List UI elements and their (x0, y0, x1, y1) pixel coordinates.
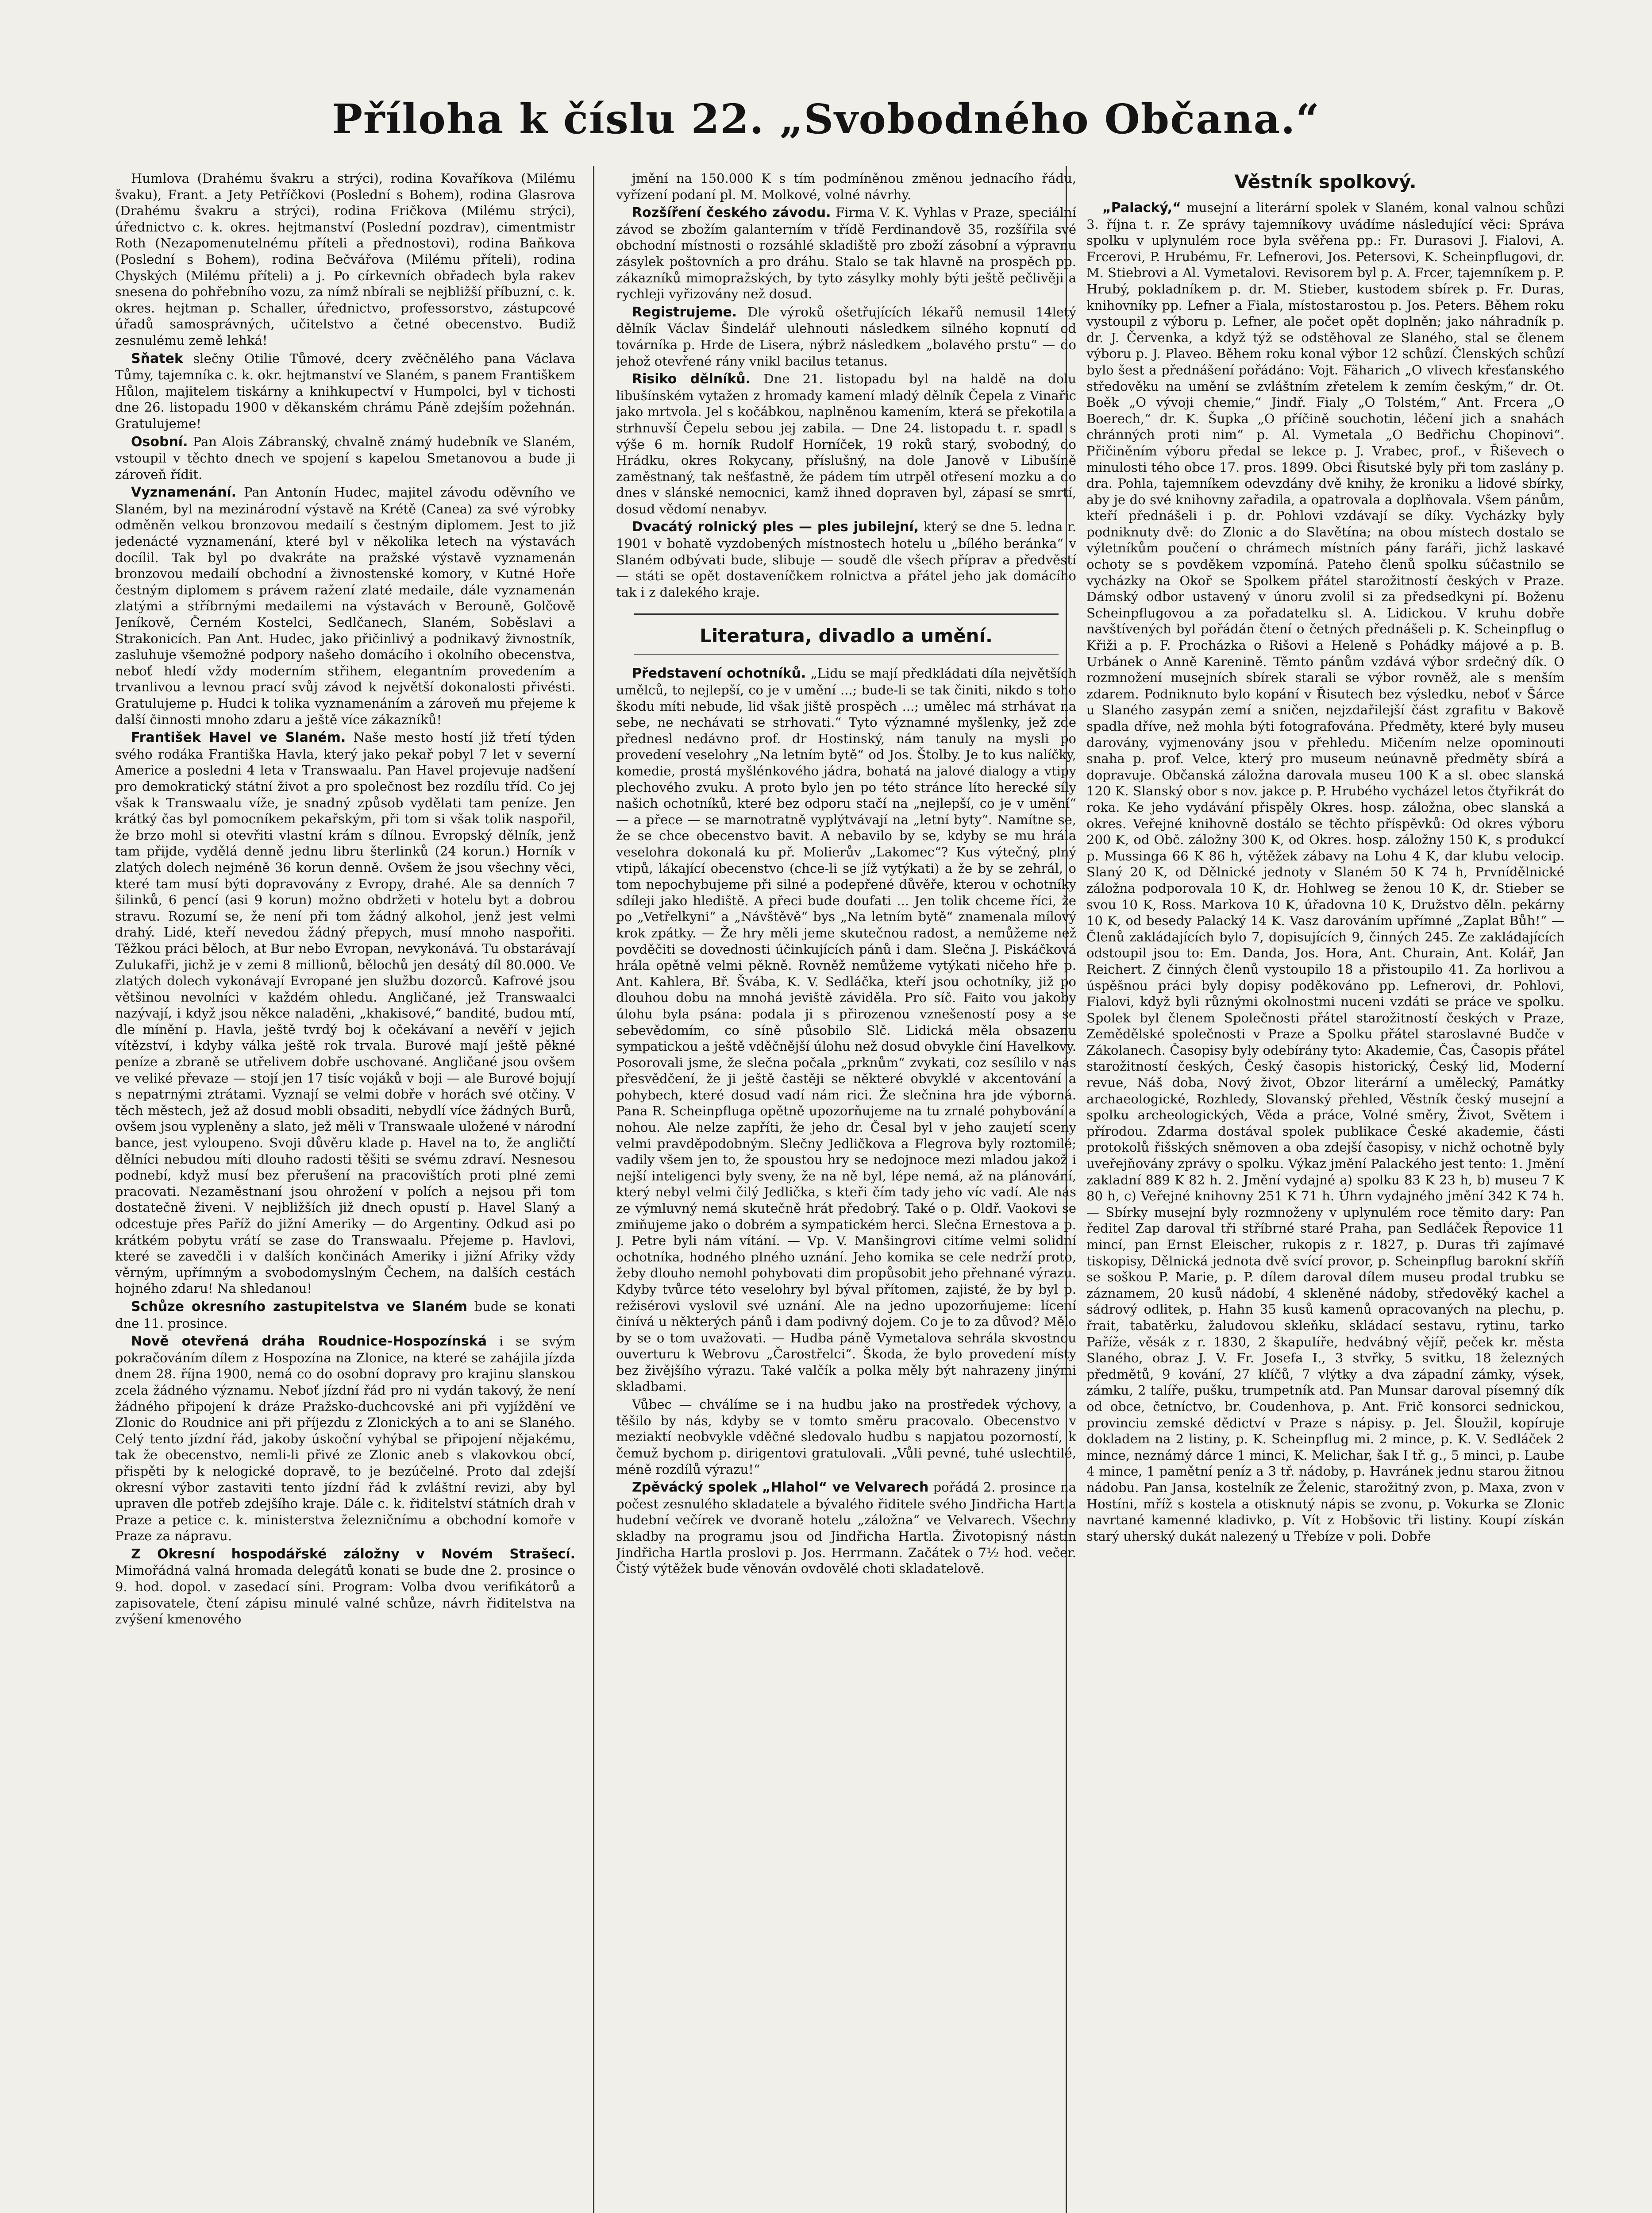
savings-bank-text: Mimořádná valná hromada delegátů konati se bude dne 2. prosince o 9. hod. dopol. v zasedací síni. Program: Volba dvou verifikátorů a zapisovatele, čtení zápisu minulé valné schůze, návrh řiditelstva na zvýšení kmenového (115, 1563, 575, 1627)
district-meeting-paragraph (115, 1299, 575, 1331)
register-heading: Registrujeme. (632, 304, 737, 320)
savings-bank-paragraph (115, 1546, 575, 1627)
business-text: Firma V. K. Vyhlas v Praze, speciální závod se zbožím galanterním v třídě Ferdinandově 35, rozšířila své obchodní místnosti o rozsáhlé skladiště pro zboží zásobní a výpravnu zásylek poštovních a pro dráhu. Stalo se tak hlavně na prospěch pp. zákazníků mimopražských, by tyto zásylky mohly býti ještě pečlivěji a rychleji vyřizovány než dosud. (616, 205, 1076, 302)
business-paragraph (616, 204, 1076, 302)
column-middle (616, 170, 1076, 2213)
personal-heading: Osobní. (131, 434, 188, 450)
choir-text: pořádá 2. prosince na počest zesnulého skladatele a bývalého řiditele svého Jindřicha Hartla hudební večírek ve dvoraně hotelu „záložna“ ve Velvarech. Všechny skladby na programu jsou od Jindřicha Hartla. Životopisný nástin Jindřicha Hartla proslovi p. Jos. Herrmann. Začátek o 7½ hod. večer. Čistý výtěžek bude věnován ovdovělé choti skladatelově. (616, 1480, 1076, 1577)
theatre-review-paragraph (616, 665, 1076, 1395)
page-title: Příloha k číslu 22. „Svobodného Občana.“ (331, 95, 1321, 143)
personal-paragraph (115, 434, 575, 483)
havel-heading: František Havel ve Slaném. (131, 730, 346, 746)
personal-text: Pan Alois Zábranský, chvalně známý hudebník ve Slaném, vstoupil v těchto dnech ve spojení s kapelou Smetanovou a bude ji zároveň řídit. (115, 434, 575, 482)
workers-risk-heading: Risiko dělníků. (632, 371, 751, 387)
ball-heading: Dvacátý rolnický ples — ples jubilejní, (632, 519, 919, 535)
register-text: Dle výroků ošetřujících lékařů nemusil 14letý dělník Václav Šindelář ulehnouti následkem silného kopnutí od továrníka p. Hrde de Lisera, nýbrž následkem „bolavého prstu“ — do jehož otevřené rány vnikl bacilus tetanus. (616, 304, 1076, 369)
railway-paragraph (115, 1333, 575, 1544)
section-heading-societies: Věstník spolkový. (1234, 171, 1417, 193)
railway-text: i se svým pokračováním dílem z Hospozína na Zlonice, na které se zahájila jízda dnem 28. října 1900, nemá co do osobní dopravy pro krajinu slanskou zcela žádného významu. Neboť jízdní řád pro ni vydán takový, že není žádného připojení k dráze Pražsko-duchcovské ani při vyjíždění ve Zlonic do Roudnice ani při příjezdu z Zlonických a to ani se Slaného. Celý tento jízdní řád, jakoby úskoční vyhýbal se připojení nějakému, tak že obecenstvo, nemli-li přivé ze Zlonic aneb s vlakovkou obcí, přispěti by k nelogické dopravě, to je bezúčelné. Proto dal zdejší okresní výbor zastaviti tento jízdní řád k zvláštní revizi, aby byl upraven dle potřeb zdejšího kraje. Dále c. k. řiditelství státních drah v Praze a petice c. k. ministerstva železničnímu a obchodní komoře v Praze za nápravu. (115, 1334, 575, 1544)
ball-text: který se dne 5. ledna r. 1901 v bohatě vyzdobených místnostech hotelu u „bílého beránka“ v Slaném odbývati bude, slibuje — soudě dle všech příprav a předvěstí — státi se opět dostaveníčkem rolnictva a přátel jeho jak domácího tak i z dalekého kraje. (616, 519, 1076, 600)
palacky-society-text: musejní a literární spolek v Slaném, konal valnou schůzi 3. října t. r. Ze správy tajemníkovy uvádíme následující věci: Správa spolku v uplynulém roce byla svěřena pp.: Fr. Durasovi J. Fialovi, A. Frcerovi, P. Hrubému, Fr. Lefnerovi, Jos. Petersovi, K. Scheinpflugovi, dr. M. Stiebrovi a Al. Vymetalovi. Revisorem byl p. A. Frcer, tajemníkem p. P. Hrubý, pokladníkem p. dr. M. Stieber, kustodem sbírek p. Fr. Duras, knihovníky pp. Lefner a Fiala, místostarostou p. Jos. Peters. Během roku vystoupil z výboru p. Lefner, ale počet opět doplněn; jako náhradník p. dr. J. Červenka, a když týž se odstěhoval ze Slaného, stal se členem výboru p. J. Plaveo. Během roku konal výbor 12 schůzí. Členských schůzí bylo šest a přednášení pořádáno: Vojt. Fäharich „O vlivech křesťanského středověku na umění se zvláštním zřetelem k zemím českým,“ dr. Ot. Boěk „O vývoji chemie,“ Jindř. Fialy „O Tolstém,“ Ant. Frcera „O Boerech,“ dr. K. Šupka „O příčině souchotin, léčení jich a snahách chránných proti nim“ p. Al. Vymetala „O Bedřichu Chopinovi“. Přičiněním výboru předal se lekce p. J. Vrabec, prof., v Řiševech o minulosti tého obce 17. pros. 1899. Obci Řisutské byly při tom zaslány p. dra. Pohla, tajemníkem odevzdány dvě knihy, že kroniku a lidové sbírky, aby je do své knihovny zařadila, a opatrovala a doplňovala. Všem pánům, kteří přednášeli i p. dr. Pohlovi vzdávají se díky. Vycházky byly podniknuty dvě: do Zlonic a do Slavětína; na obou místech dostalo se výletníkům poučení o chrámech místních pány faráři, jichž laskavé ochoty se s povděkem vzpomíná. Pateho členů spolku súčastnilo se vycházky na Okoř se Spolkem přátel starožitností českých v Praze. Dámský odbor ustavený v únoru zvolil si za předsedkyni pí. Boženu Scheinpflugovou a za pořadatelku sl. A. Lidickou. V kruhu dobře navštívených byl pořádán čtení o četných přednášeli p. K. Scheinpflug o Křiži a p. F. Procházka o Rišovi a Heleně s Pohádky májové a p. B. Urbánek o Anně Karenině. Těmto pánům vzdává výbor srdečný dík. O rozmnožení musejních sbírek starali se výbor rovněž, ale s menším zdarem. Podniknuto bylo kopání v Řisutech bez výsledku, neboť v Šárce u Slaného zasypán zemí a sničen, nejzdařilejší část zgrafitu v Bakově spadla dříve, než mohla býti fotografována. Předměty, které byly museu darovány, vyjmenovány jsou v přehledu. Mičením nelze opominouti snaha p. prof. Velce, který pro museum neúnavně předměty sbírá a dopravuje. Občanská záložna darovala museu 100 K a sl. obec slanská 120 K. Slanský obor s nov. jakce p. P. Hrubého vycházel letos čtyřikrát do roka. Ke jeho vydávání přispěly Okres. hosp. záložna, obec slanská a okres. Veřejné knihovně dostálo se těchto příspěvků: Od okres výboru 200 K, od Obč. záložny 300 K, od Okres. hosp. záložny 150 K, s produkcí p. Mussinga 66 K 86 h, výtěžek zábavy na Lohu 4 K, dar klubu velocip. Slaný 20 K, od Dělnické jednoty v Slaném 50 K 74 h, Prvnídělnické záložna podporovala 10 K, dr. Hohlweg se ženou 10 K, dr. Stieber se svou 10 K, Ross. Markova 10 K, úřadovna 10 K, Družstvo děln. pekárny 10 K, od besedy Palacký 14 K. Vasz darováním upřímné „Zaplat Bůh!“ — Členů zakládajících bylo 7, dopisujících 9, činných 245. Ze zakládajících odstoupil jsou to: Em. Danda, Jos. Hora, Ant. Churain, Ant. Kolář, Jan Reichert. Z činných členů vystoupilo 18 a přistoupilo 41. Za horlivou a úspěšnou práci byly dopisy poděkováno pp. Lefnerovi, dr. Pohlovi, Fialovi, když byli různými okolnostmi nuceni vzdáti se práce ve spolku. Spolek byl členem Společnosti přátel starožitností českých v Praze, Zemědělské společnosti v Praze a Spolku přátel staroslavné Budče v Zákolanech. Časopisy byly odebírány tyto: Akademie, Čas, Časopis přátel starožitností českých, Český časopis historický, Český lid, Moderní revue, Náš doba, Nový život, Obzor literární a umělecký, Památky archaeologické, Rozhledy, Slovanský přehled, Věstník český musejní a spolku archeologických, Věda a práce, Volné směry, Život, Světem i přírodou. Zdarma dostával spolek publikace České akademie, části protokolů řišských sněmoven a oba zdejší časopisy, v nichž ochotně byly uveřejňovány zprávy o spolku. Výkaz jmění Palackého jest tento: 1. Jmění zakladní 889 K 82 h. 2. Jmění vydajné a) spolku 83 K 23 h, b) museu 7 K 80 h, c) Veřejné knihovny 251 K 71 h. Úhrn vydajného jmění 342 K 74 h. — Sbírky musejní byly rozmnoženy v uplynulém roce těmito dary: Pan ředitel Zap daroval tři stříbrné staré Praha, pan Sedláček Řepovice 11 mincí, pan Ernst Eleischer, rukopis z r. 1827, p. Duras tři zajímavé tiskopisy, Dělnická jednota dvě svící provor, p. Scheinpflug barokní skříň se soškou P. Marie, p. P. dílem daroval dílem museu prodal trubku se záznamem, 20 kusů nádobí, 4 skleněné nádoby, středověký kachel a sádrový odlitek, p. Hahn 35 kusů kamenů opracovaných na plechu, p. řrait, tabatěrku, žaludovou skleňku, skládací sestavu, rytinu, tarko Paříže, věsák z r. 1830, 2 škapulíře, hedvábný vějíř, peček kr. města Slaného, obraz J. V. Fr. Josefa I., 3 stvřky, 5 svitku, 18 železných předmětů, 9 kování, 27 klíčů, 7 vlýtky a dva západní zámky, výsek, zámku, 2 talíře, pušku, trumpetník atd. Pan Munsar daroval písemný dík od obce, četníctvo, br. Coudenhova, p. Ant. Frič konsorci sednickou, provinciu zemské dědictví v Praze s nápisy. p. Jel. Šloužil, kopíruje dokladem na 2 listiny, p. K. Scheinpflug mi. 2 mince, p. K. V. Sedláček 2 mince, neznámý dárce 1 minci, K. Melichar, šak I tř. g., 5 minci, p. Laube 4 mince, 1 pamětní peníz a 3 tř. nádoby, p. Havránek jednu starou žitnou nádobu. Pan Jansa, kostelník ze Želenic, starožitný zvon, p. Maxa, zvon v Hostíni, mříž s kostela a otisknutý nápis se zvonu, p. Vokurka se Zlonic navrtané kamenné kladivko, p. Vít z Hobšovic tři listiny. Koupí získán starý uherský dukát nalezený u Třebíze v poli. Dobře (1086, 200, 1564, 1544)
wedding-heading: Sňatek (131, 351, 183, 366)
wedding-text: slečny Otilie Tůmové, dcery zvěčnělého pana Václava Tůmy, tajemníka c. k. okr. hejtmanství ve Slaném, s panem Františkem Hůlon, majitelem tiskárny a knihkupectví v Humpolci, byl v tichosti dne 26. listopadu 1900 v děkanském chrámu Páně zdejším požehnán. Gratulujeme! (115, 351, 575, 431)
funeral-wreaths-paragraph: Humlova (Drahému švakru a strýci), rodina Kovaříkova (Milému švaku), Frant. a Jety Petříčkovi (Poslední s Bohem), rodina Glasrova (Drahému švakru a strýci), rodina Fričkova (Milému strýci), úřednictvo c. k. okres. hejtmanství (Poslední pozdrav), cimentmistr Roth (Nezapomenutelnému příteli a přednostovi), rodina Baňkova (Poslední s Bohem), rodina Bečvářova (Milému příteli), rodina Chyských (Milému příteli) a j. Po církevních obřadech byla rakev snesena do pohřebního vozu, za nímž nbírali se nejbližší příbuzní, c. k. okres. hejtman p. Schaller, úřednictvo, professorstvo, zástupcové úřadů samosprávných, učitelstvo a četné obecenstvo. Budiž zesnulému země lehká! (115, 171, 575, 348)
music-paragraph: Vůbec — chválíme se i na hudbu jako na prostředek výchovy, a těšilo by nás, kdyby se v tomto směru pracovalo. Obecenstvo v meziaktí neobvykle vděčné sledovalo hudbu s napjatou pozorností, k čemuž bychom p. dirigentovi gratulovali. „Vůli pevné, tuhé uslechtilé, méně rozdílů výrazu!“ (616, 1397, 1076, 1477)
ball-paragraph (616, 519, 1076, 600)
award-paragraph (115, 484, 575, 728)
railway-heading: Nově otevřená dráha Roudnice-Hospozínská (131, 1334, 487, 1349)
award-heading: Vyznamenání. (131, 485, 237, 501)
district-meeting-text: bude se konati dne 11. prosince. (115, 1299, 575, 1331)
theatre-review-heading: Představení ochotníků. (632, 666, 806, 682)
choir-heading: Zpěvácký spolek „Hlahol“ ve Velvarech (632, 1480, 929, 1496)
business-heading: Rozšíření českého závodu. (632, 205, 831, 221)
section-divider (634, 613, 1059, 615)
column-left (115, 170, 575, 2213)
workers-risk-paragraph (616, 371, 1076, 517)
register-paragraph (616, 304, 1076, 369)
wedding-paragraph (115, 351, 575, 432)
havel-paragraph (115, 729, 575, 1297)
theatre-review-text: „Lidu se mají předkládati díla největších umělců, to nejlepší, co je v umění ...; bude-li se tak činiti, nikdo s toho škodu míti nebude, lid však jiště prospěch ...; umělec má strhávat na sebe, ne nechávati se strhovati.“ Tyto významné myšlenky, jež zde přednesl nedávno prof. dr Hostinský, nám tanuly na mysli po provedení veselohry „Na letním bytě“ od Jos. Štolby. Je to kus nalíčky, komedie, prostá myšlénkového jádra, bohatá na jalové dialogy a vtipy plechového zvuku. A proto bylo jen po této stránce líto herecké síly našich ochotníků, které bez odporu stačí na „nejlepší, co je v umění“ — a přece — se marnotratně vyplýtvávají na „letní byty“. Namítne se, že se chce obecenstvo bavit. A nebavilo by se, kdyby se mu hrála veselohra dokonalá ku př. Molierův „Lakomec“? Kus výtečný, plný vtipů, lákající obecenstvo (chce-li se jíž vytýkati) a že by se zehrál, o tom nepochybujeme při silné a podepřené důvěře, kterou v ochotníky sdíleji jako hlediště. A přeci bude doufati ... Jen tolik chceme říci, že po „Vetřelkyni“ a „Návštěvě“ bys „Na letním bytě“ znamenala mílový krok zpátky. — Že hry měli jeme skutečnou radost, a nemůžeme než povděčiti se dovednosti účinkujících pánů i dam. Slečna J. Piskáčková hrála opětně velmi pěkně. Rovněž nemůžeme vytýkati ničeho hře p. Ant. Kahlera, Bř. Švába, K. V. Sedláčka, kteří jsou ochotníky, již po dlouhou dobu na mnohá jeviště záviděla. Pro síč. Faito vou jakoby úlohu byla psána: podala ji s přirozenou vznešeností posy a se sebevědomím, co síně působilo Slč. Lidická měla obsazenu sympatickou a ještě vděčnější úlohu než dosud obvykle činí Havelkovy. Posorovali jsme, že slečna počala „prknům“ zvykati, coz sesílilo v nás přesvědčení, že ji ještě častěji se některé obvyklé v akcentování a pohybech, které dosud vadí nám rici. Že slečnina hra jde výborná. Pana R. Scheinpfluga opětně upozorňujeme na tu zrnalé pohybování a nohou. Ale nelze zapříti, že jeho dr. Česal byl v jeho zaujetí sceny velmi pravděpodobným. Slečny Jedličkova a Flegrova byly roztomilé; vadily všem jen to, že spoustou hry se nedojnoce mezi mladou jakož i nejší inteligenci byly sveny, že na ně byl, lépe nemá, až na plánování, který nebyl velmi čilý Jedlička, s kteři čím tady jeho víc vadí. Ale nás ze výmluvný nemá skutečně hrát předobrý. Také o p. Oldř. Vaokovi se zmiňujeme jako o dobrém a sympatickém herci. Slečna Ernestova a p. J. Petre byli nám vítání. — Vp. V. Manšingrovi citíme velmi solidní ochotníka, hodného plného uznání. Jeho komika se cele nedrží proto, žeby dlouho nemohl pohybovati dim propůsobit jeho přehnané výrazu. Kdyby tvůrce této veselohry byl býval přítomen, zajisté, že by byl p. režisérovi vyslovil své uznání. Ale na jedno upozorňujeme: lícení činívá u některých pánů i dam podivný dojem. Co je to za důvod? Mělo by se o tom uvažovati. — Hudba páně Vymetalova sehrála skvostnou ouverturu k Webrovu „Čarostřelci“. Škoda, že bylo provedení místy bez živějšího výrazu. Také valčík a polka měly být nahrazeny jinými skladbami. (616, 666, 1076, 1394)
palacky-society-paragraph (1086, 200, 1564, 1544)
section-divider (634, 654, 1059, 655)
choir-paragraph (616, 1479, 1076, 1577)
workers-risk-text: Dne 21. listopadu byl na haldě na dolu libušínském vytažen z hromady kamení mladý dělník Čepela z Vinařic jako mrtvola. Jel s kočábkou, naplněnou kamením, která se překotila a strhnuvší Čepelu sebou jej zabila. — Dne 24. listopadu t. r. spadl s výše 6 m. horník Rudolf Horníček, 19 roků starý, svobodný, do Hrádku, okres Rokycany, příslušný, na dole Janově v Libušíně zaměstnaný, tak nešťastně, že pádem tím utrpěl otřesení mozku a do dnes v slánské nemocnici, kamž ihned dopraven byl, zápasí se smrtí, dosud vědomí nenabyv. (616, 371, 1076, 517)
award-text: Pan Antonín Hudec, majitel závodu oděvního ve Slaném, byl na mezinárodní výstavě na Krétě (Canea) za své výrobky odměněn velkou bronzovou medailí s čestným diplomem. Jest to již jedenácté vyznamenání, které byl v několika letech na výstavách docílil. Tak byl po dvakráte na pražské výstavě vyznamenán bronzovou medailí obchodní a živnostenské komory, v Kutné Hoře čestným diplomem s právem ražení zlaté medaile, dále vyznamenán zlatými a stříbrnými medailemi na výstavách v Berouně, Golčově Jeníkově, Černém Kostelci, Sedlčanech, Slaném, Soběslavi a Strakonicích. Pan Ant. Hudec, jako přičinlivý a podnikavý živnostník, zasluhuje všemožné podpory našeho domácího i okolního obecenstva, neboť hledí vždy moderním střihem, elegantním provedením a trvanlivou a levnou prací svůj závod k největší dokonalosti přivésti. Gratulujeme p. Hudci k tolika vyznamenáním a zároveň mu přejeme k další činnosti mnoho zdaru a ještě více zákazníků! (115, 485, 575, 727)
column-divider (593, 166, 594, 2213)
havel-text: Naše mesto hostí již třetí týden svého rodáka Františka Havla, který jako pekař pobyl 7 let v severní Americe a posledni 4 leta v Transwaalu. Pan Havel projevuje nadšení pro demokratický státní život a pro společnost bez rozdílu tříd. Co jej však k Transwaalu víže, je snadný způsob vydělati tam peníze. Jen krátký čas byl pomocníkem pekařským, při tom si však tolik naspořil, že brzo mohl si otevřiti vlastní krám s dílnou. Evropský dělník, jenž tam přijde, vydělá denně jednu libru šterlinků (24 korun.) Horník v zlatých dolech nejméně 36 korun denně. Ovšem že jsou všechny věci, které tam musí býti dopravovány z Evropy, drahé. Ale sa denních 7 šilinků, 6 pencí (asi 9 korun) možno obdržeti v hotelu byt a dobrou stravu. Rozumí se, že není při tom žádný alkohol, jenž jest velmi drahý. Lidé, kteří nevedou žádný přepych, musí mnoho naspořiti. Těžkou práci běloch, at Bur nebo Evropan, nevykonává. Tu obstarávají Zulukafři, jichž je v zemi 8 millionů, bělochů jen desátý díl 80.000. Ve zlatých dolech vykonávají Evropané jen službu dozorců. Kafrové jsou většinou nevolníci v každém ohledu. Angličané, jež Transwaalci nazývají, i když jsou někce naladěni, „khakisové,“ bandité, budou mtí, dle mínění p. Havla, ještě tvrdý boj k očekávaní a nevěří v jejich vítězství, i kdyby válka ještě rok trvala. Burové mají ještě pěkné peníze a zbraně se utřelivem dobře uschované. Angličané jsou ovšem ve veliké převaze — stojí jen 17 tisíc vojáků v boji — ale Burové bojují s nepatrnými ztrátami. Vyznají se velmi dobře v horách své otčiny. V těch městech, jež až dosud mobli obsaditi, nebydlí více žádných Burů, ovšem jsou vypleněny a slato, jež měli v Transwaale uložené v národní bance, jest vyloupeno. Svoji důvěru klade p. Havel na to, že angličtí dělníci nebudou míti dlouho radosti těšiti se svému zdraví. Nesnesou podnebí, když musí bez přerušení na pracovištích proti plné zemi pracovati. Nezaměstnaní jsou ohrožení v polích a nejsou při tom dostatečně živeni. V nejbližších již dnech opustí p. Havel Slaný a odcestuje přes Paříž do jižní Ameriky — do Argentiny. Odkud asi po krátkém pobytu vrátí se zase do Transwaalu. Přejeme p. Havlovi, které se zavedčli i v dalších končinách Ameriky i jižní Afriky vždy věrným, upřímným a svobodomyslným Čechem, na dalších cestách hojného zdaru! Na shledanou! (115, 730, 575, 1296)
palacky-society-heading: „Palacký,“ (1102, 200, 1181, 216)
savings-bank-continued: jmění na 150.000 K s tím podmíněnou změnou jednacího řádu, vyřízení podaní pl. M. Molkové, volné návrhy. (616, 171, 1076, 202)
column-right (1086, 170, 1564, 2213)
district-meeting-heading: Schůze okresního zastupitelstva ve Slaném (131, 1299, 467, 1315)
savings-bank-heading: Z Okresní hospodářské záložny v Novém Strašecí. (131, 1546, 575, 1562)
section-heading-literature: Literatura, divadlo a umění. (700, 625, 993, 647)
